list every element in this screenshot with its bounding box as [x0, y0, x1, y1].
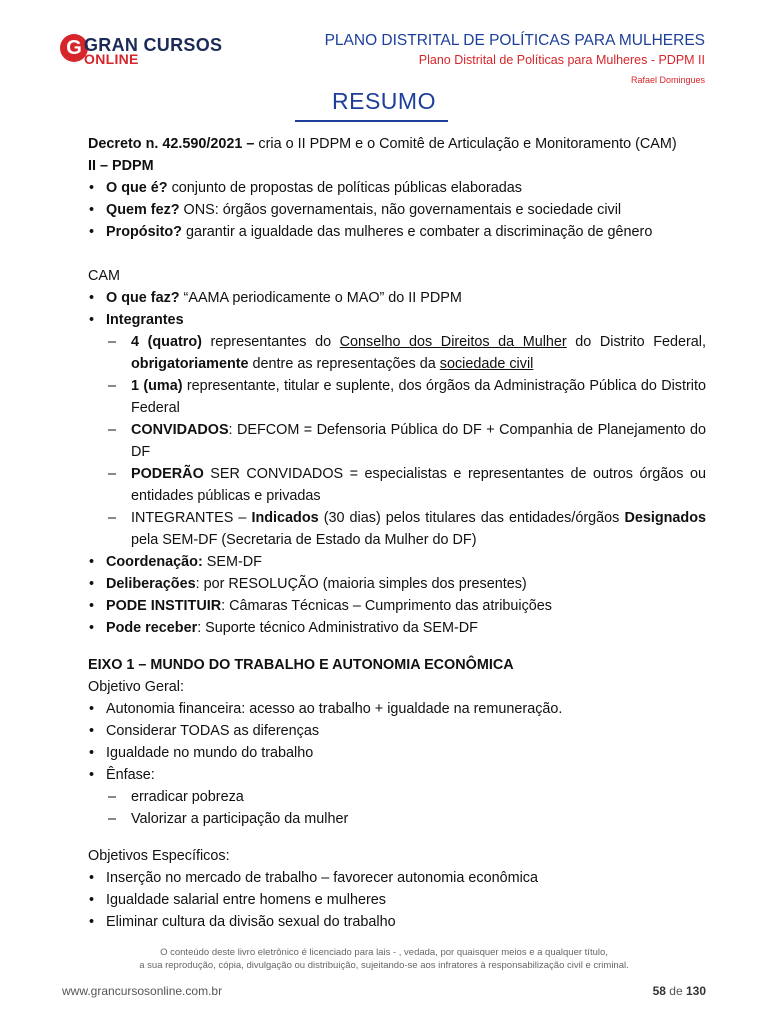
sub-item-text: SER CONVIDADOS = especialistas e representantes de outros órgãos ou entidades públicas e privadas — [131, 466, 706, 504]
sub-item — [88, 463, 706, 507]
sub-item-text: dentre as representações da — [248, 356, 440, 372]
list-item — [88, 221, 706, 243]
sub-item-underlined: sociedade civil — [439, 356, 534, 372]
decreto-line — [88, 133, 706, 155]
license-note — [0, 946, 768, 972]
sub-item: – erradicar pobreza — [88, 786, 706, 808]
objetivo-geral-label: Objetivo Geral: — [88, 679, 184, 695]
decreto-text: cria o II PDPM e o Comitê de Articulação e Monitoramento (CAM) — [254, 136, 677, 152]
sub-item-text: do Distrito Federal, — [566, 334, 706, 350]
list-item-bold: Propósito? — [106, 224, 182, 240]
pdpm-heading — [88, 155, 706, 177]
list-item-text: “AAMA periodicamente o MAO” do II PDPM — [179, 290, 462, 306]
sub-item-text: : DEFCOM = Defensoria Pública do DF + Companhia de Planejamento do DF — [131, 422, 706, 460]
sub-item-bold: 1 (uma) — [131, 378, 183, 394]
list-item-text: : Suporte técnico Administrativo da SEM-DF — [197, 620, 478, 636]
header-titles — [325, 32, 705, 85]
list-item: • Inserção no mercado de trabalho – favorecer autonomia econômica — [88, 867, 706, 889]
list-item: • Igualdade no mundo do trabalho — [88, 742, 706, 764]
cam-heading: CAM — [88, 268, 120, 284]
list-item — [88, 573, 706, 595]
logo-g-icon: G — [60, 34, 88, 62]
sub-item: – Valorizar a participação da mulher — [88, 808, 706, 830]
page-current: 58 — [652, 984, 666, 998]
header-title: PLANO DISTRITAL DE POLÍTICAS PARA MULHERES — [324, 32, 705, 49]
list-item-text: : Câmaras Técnicas – Cumprimento das atribuições — [221, 598, 552, 614]
list-item: • Ênfase: — [88, 764, 706, 786]
list-item: • Autonomia financeira: acesso ao trabalho + igualdade na remuneração. — [88, 698, 706, 720]
brand-logo — [60, 34, 240, 68]
list-item-bold: Integrantes — [106, 312, 184, 328]
eixo-heading — [88, 654, 706, 676]
sub-item-text: representante, titular e suplente, dos órgãos da Administração Pública do Distrito Federal — [131, 378, 706, 416]
list-item-text: garantir a igualdade das mulheres e combater a discriminação de gênero — [181, 224, 653, 240]
spacer — [88, 639, 706, 654]
sub-item-bold: 4 (quatro) — [131, 334, 202, 350]
sub-item — [88, 507, 706, 551]
sub-item-bold: obrigatoriamente — [131, 356, 249, 372]
list-item — [88, 199, 706, 221]
list-item: • Considerar TODAS as diferenças — [88, 720, 706, 742]
sub-item-text: (30 dias) pelos titulares das entidades/órgãos — [318, 510, 625, 526]
logo-text-top: GRAN CURSOS — [84, 35, 223, 55]
list-item-bold: Quem fez? — [106, 202, 180, 218]
header-author: Rafael Domingues — [630, 75, 705, 85]
list-item — [88, 595, 706, 617]
eixo-heading-text: EIXO 1 – MUNDO DO TRABALHO E AUTONOMIA ECONÔMICA — [88, 657, 514, 673]
spacer — [88, 830, 706, 845]
spacer — [88, 243, 706, 265]
section-title: RESUMO — [332, 88, 436, 114]
page-total: 130 — [685, 984, 706, 998]
list-item-text: : por RESOLUÇÃO (maioria simples dos presentes) — [195, 576, 527, 592]
list-item-bold: Pode receber — [106, 620, 198, 636]
list-item — [88, 617, 706, 639]
license-note-line-2: a sua reprodução, cópia, divulgação ou distribuição, sujeitando-se aos infratores à responsabilização civil e criminal. — [139, 960, 629, 971]
sub-item — [88, 419, 706, 463]
list-item — [88, 309, 706, 331]
license-note-line-1: O conteúdo deste livro eletrônico é licenciado para lais - , vedada, por quaisquer meios e a qualquer título, — [160, 947, 608, 958]
list-item: • Igualdade salarial entre homens e mulheres — [88, 889, 706, 911]
sub-item — [88, 331, 706, 375]
sub-item — [88, 375, 706, 419]
sub-item-text: INTEGRANTES – — [131, 510, 252, 526]
list-item-bold: O que é? — [106, 180, 168, 196]
footer-site-link[interactable]: www.grancursosonline.com.br — [62, 984, 223, 998]
list-item-bold: O que faz? — [106, 290, 180, 306]
sub-item-bold: PODERÃO — [131, 466, 204, 482]
list-item — [88, 177, 706, 199]
list-item — [88, 287, 706, 309]
list-item-bold: PODE INSTITUIR — [106, 598, 222, 614]
list-item-bold: Coordenação: — [106, 554, 203, 570]
page-number — [653, 984, 706, 998]
header-subtitle: Plano Distrital de Políticas para Mulheres - PDPM II — [418, 53, 705, 67]
sub-item-bold: Designados — [624, 510, 707, 526]
list-item-text: ONS: órgãos governamentais, não governamentais e sociedade civil — [179, 202, 622, 218]
page-of: de — [665, 984, 686, 998]
sub-item-underlined: Conselho dos Direitos da Mulher — [339, 334, 567, 350]
list-item-bold: Deliberações — [106, 576, 196, 592]
list-item-text: SEM-DF — [202, 554, 262, 570]
sub-item-bold: Indicados — [251, 510, 319, 526]
logo-text-bottom: ONLINE — [84, 51, 139, 67]
page-header — [0, 0, 768, 92]
list-item — [88, 551, 706, 573]
list-item-text: conjunto de propostas de políticas públicas elaboradas — [167, 180, 522, 196]
sub-item-text: pela SEM-DF (Secretaria de Estado da Mulher do DF) — [131, 532, 477, 548]
list-item: • Eliminar cultura da divisão sexual do trabalho — [88, 911, 706, 933]
sub-item-bold: CONVIDADOS — [131, 422, 229, 438]
section-title-underline — [295, 120, 448, 122]
decreto-bold: Decreto n. 42.590/2021 – — [88, 136, 255, 152]
pdpm-heading-text: II – PDPM — [88, 158, 154, 174]
sub-item-text: representantes do — [201, 334, 340, 350]
objetivos-especificos-label: Objetivos Específicos: — [88, 848, 230, 864]
document-body — [88, 133, 706, 933]
